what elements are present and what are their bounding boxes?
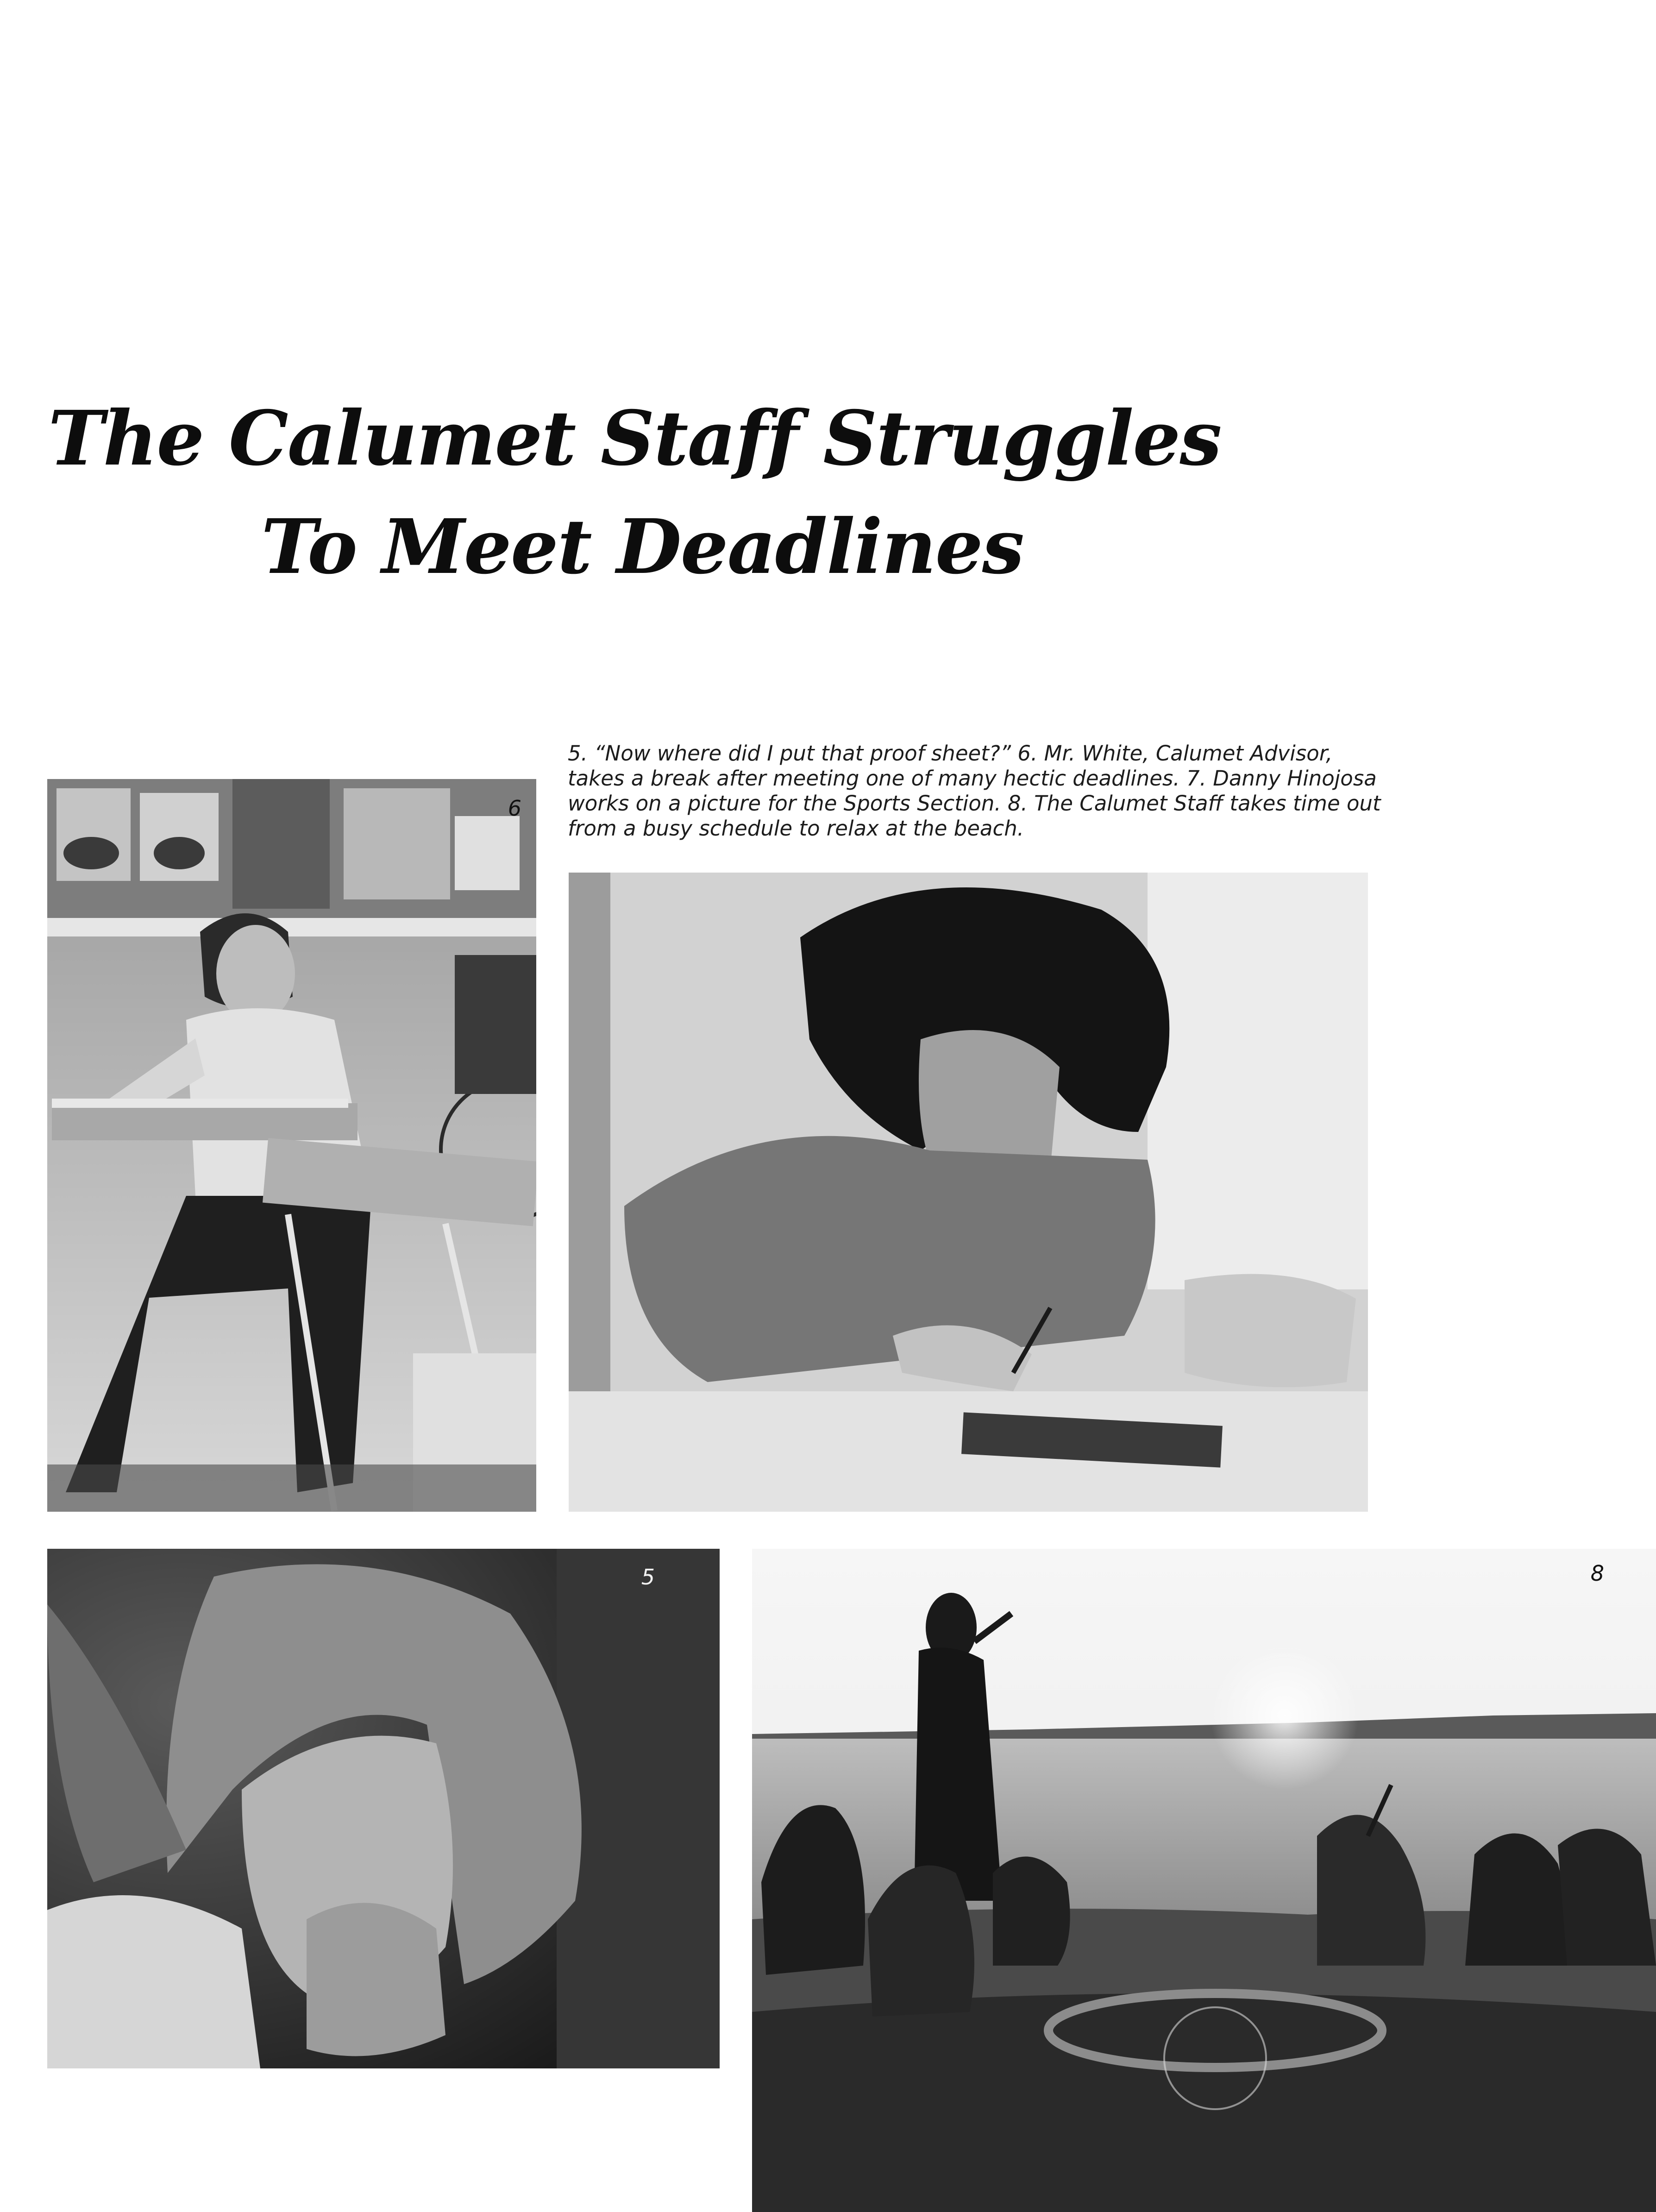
photo-number-8: 8: [1590, 1561, 1604, 1586]
student-thinking-image: [47, 1549, 720, 2068]
photo-advisor-at-desk: [47, 779, 536, 1512]
beach-photo-image: [752, 1549, 1656, 2212]
photo-student-drawing: [569, 873, 1368, 1512]
photo-student-thinking: [47, 1549, 720, 2068]
advisor-photo-image: [47, 779, 536, 1512]
caption-line-2: takes a break after meeting one of many hectic deadlines. 7. Danny Hinojosa: [568, 766, 1377, 791]
photo-number-5: 5: [641, 1565, 655, 1590]
photo-caption: [568, 741, 1381, 841]
photo-staff-at-beach: [752, 1549, 1656, 2212]
caption-line-1: 5. “Now where did I put that proof sheet?” 6. Mr. White, Calumet Advisor,: [568, 741, 1333, 766]
page-title-line-2: To Meet Deadlines: [261, 503, 1024, 591]
photo-number-6: 6: [508, 796, 521, 821]
caption-line-4: from a busy schedule to relax at the beach.: [568, 816, 1024, 841]
student-drawing-image: [569, 873, 1368, 1512]
page-title-line-1: The Calumet Staff Struggles: [48, 395, 1221, 483]
caption-line-3: works on a picture for the Sports Section. 8. The Calumet Staff takes time out: [568, 791, 1381, 816]
